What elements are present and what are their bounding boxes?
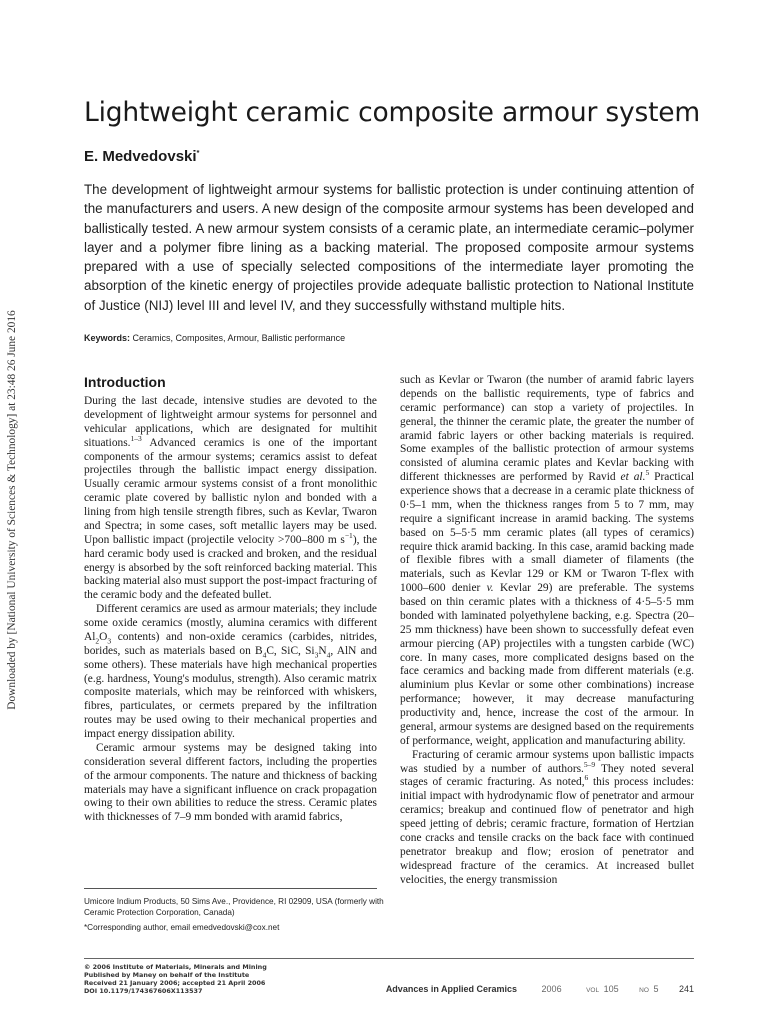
footer-divider	[84, 958, 694, 959]
citation[interactable]: 1–3	[130, 433, 142, 443]
download-notice: Downloaded by [National University of Sciences & Technology] at 23:48 26 June 2016	[6, 310, 18, 710]
running-footer	[386, 984, 694, 994]
affiliation: Umicore Indium Products, 50 Sims Ave., Providence, RI 02909, USA (formerly with Ceramic Protection Corporation, Canada)	[84, 897, 384, 917]
journal-name: Advances in Applied Ceramics	[385, 984, 518, 994]
article-title: Lightweight ceramic composite armour system	[84, 97, 701, 128]
author-line	[84, 148, 199, 165]
journal-year: 2006	[541, 984, 562, 994]
page-number: 241	[678, 984, 694, 994]
paragraph: such as Kevlar or Twaron (the number of aramid fabric layers depends on the ballistic requirements, type of fabrics and ceramic performance) can stop a variety of projectiles. In general, the thinner the ceramic plate, the greater the number of aramid fabric layers or other backing materials is required. Some examples of the ballistic protection of armour systems consisted of alumina ceramic plates and Kevlar backing with different thicknesses are performed by Ravid et al.$^5$ Practical experience shows that a decrease in a ceramic plate thickness of 0·5–1 mm, when the thickness ranges from 5 to 7 mm, may require a significant increase in aramid backing. The systems based on 5–5·5 mm ceramic plates (all types of ceramics) require thick aramid backing. In this case, aramid backing made of flexible fibres with a small diameter of filaments (the materials, such as Kevlar 129 or KM or Twaron T-flex with 1000–600 denier v. Kevlar 29) are preferable. The systems based on thin ceramic plates with a thickness of 4·5–5·5 mm bonded with laminated polyethylene backing, e.g. Spectra (20–25 mm thickness) have been shown to successfully defeat even armour piercing (AP) projectiles with a tungsten carbide (WC) core. In many cases, more complicated designs based on the face ceramics and backing made from different materials (e.g. aluminium plus Kevlar or some other combinations) increase performance; however, it may decrease manufacturing productivity and, hence, increase the cost of the armour. In general, armour systems are designed based on the requirements of performance, weight, application and manufacturing ability.	[400, 374, 695, 747]
keywords-list: Ceramics, Composites, Armour, Ballistic performance	[132, 333, 346, 343]
issue-label: NO	[639, 987, 649, 994]
paragraph: During the last decade, intensive studies are devoted to the development of lightweight armour systems for personnel and vehicular applications, which are designated for multihit situations.$^{1-3}$ Advanced ceramics is one of the important components of the armour systems; ceramics assist to defeat projectiles through the ballistic impact energy dissipation. Usually ceramic armour systems consist of a front monolithic ceramic plate covered by ballistic nylon and bonded with a lining from high tensile strength fibres, such as Kevlar, Twaron and Spectra; in some cases, soft metallic layers may be used. Upon ballistic impact (projectile velocity >700–800 m $s^{-1}$), the hard ceramic body used is cracked and broken, and the residual energy is absorbed by the soft reinforced backing material. This backing material also must support the post-impact fracturing of the ceramic body and the defeated bullet.	[84, 395, 377, 602]
author-mark: *	[196, 148, 200, 157]
keywords	[84, 333, 694, 343]
citation[interactable]: 5	[645, 468, 650, 478]
citation[interactable]: 5–9	[583, 759, 596, 769]
author-name: E. Medvedovski	[84, 148, 197, 165]
footnote-divider	[84, 888, 377, 889]
download-watermark	[0, 300, 24, 720]
section-heading-introduction: Introduction	[84, 374, 166, 390]
paragraph: Ceramic armour systems may be designed taking into consideration several different factors, including the properties of the armour components. The nature and thickness of backing materials may have a significant influence on crack propagation owing to their own abilities to reduce the stress. Ceramic plates with thicknesses of 7–9 mm bonded with aramid fabrics,	[84, 741, 377, 824]
issue-number: 5	[653, 984, 659, 994]
column-left	[84, 395, 377, 825]
paragraph: Fracturing of ceramic armour systems upon ballistic impacts was studied by a number of authors.$^{5-9}$ They noted several stages of ceramic fracturing. As noted,$^6$ this process includes: initial impact with hydrodynamic flow of penetrator and armour ceramics; breakup and continued flow of penetrator and high speed jetting of debris; ceramic fracture, formation of Hertzian cone cracks and tensile cracks on the back face with continued penetrator breakup and flow; erosion of penetrator and widespread fracture of the ceramics. At increased bullet velocities, the energy transmission	[400, 748, 694, 886]
citation[interactable]: 6	[584, 773, 589, 783]
volume-label: VOL	[586, 987, 600, 994]
abstract: The development of lightweight armour systems for ballistic protection is under continuing attention of the manufacturers and users. A new design of the composite armour systems has been developed and ballistically tested. A new armour system consists of a ceramic plate, an intermediate ceramic–polymer layer and a polymer fibre lining as a backing material. The proposed composite armour systems prepared with a use of specially selected compositions of the intermediate layer promoting the absorption of the kinetic energy of projectiles provide adequate ballistic protection to National Institute of Justice (NIJ) level III and level IV, and they successfully withstand multiple hits.	[84, 182, 694, 313]
volume-number: 105	[603, 984, 619, 994]
corresponding-author: *Corresponding author, email emedvedovski@cox.net	[84, 923, 280, 932]
keywords-label: Keywords:	[84, 333, 131, 343]
paragraph: Different ceramics are used as armour materials; they include some oxide ceramics (mostly, alumina ceramics with different $Al_2O_3$ contents) and non-oxide ceramics (carbides, nitrides, borides, such as materials based on $B_4C$, SiC, $Si_3N_4$, AlN and some others). These materials have high mechanical properties (e.g. hardness, Young's modulus, strength). Also ceramic matrix composite materials, which may be reinforced with whiskers, fibres, particulates, or cermets prepared by the infiltration routes may be used owing to their mechanical properties and impact energy dissipation ability.	[84, 603, 377, 740]
column-right	[400, 374, 694, 887]
publication-info: © 2006 Institute of Materials, Minerals and Mining Published by Maney on behalf of the Institute Received 21 January 2006; accepted 21 April 2006 DOI 10.1179/174367606X113537	[84, 963, 267, 995]
